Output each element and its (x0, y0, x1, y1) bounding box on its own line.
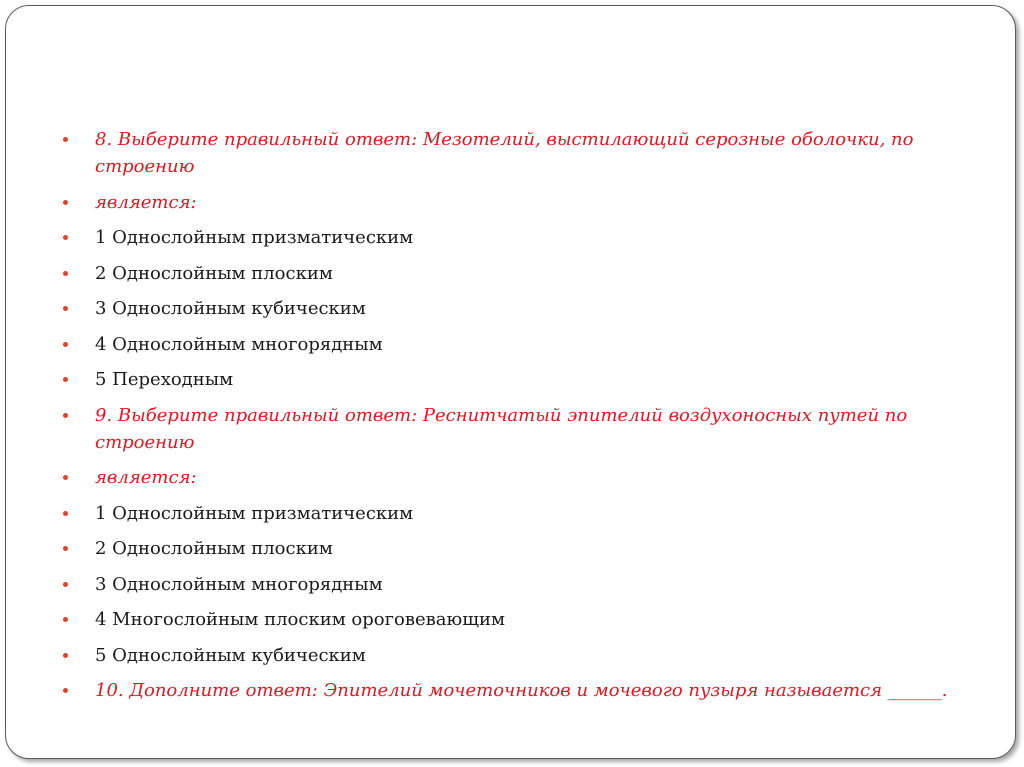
bullet-icon (63, 546, 68, 551)
answer-text: 3 Однослойным многорядным (95, 573, 383, 595)
answer-text: 1 Однослойным призматическим (95, 227, 414, 248)
bullet-icon (63, 306, 68, 311)
question-9-continuation-text: является: (95, 467, 197, 488)
list-item-answer (63, 606, 963, 633)
list-item-answer (63, 500, 963, 527)
bullet-icon (63, 235, 68, 240)
answer-text: 4 Многослойным плоским ороговевающим (95, 609, 505, 630)
list-item-answer (63, 571, 963, 598)
answer-text: 2 Однослойным плоским (95, 262, 333, 284)
list-item-answer (63, 260, 963, 287)
bullet-icon (63, 617, 68, 622)
list-item-q8 (63, 126, 963, 180)
list-item-q10 (63, 677, 963, 704)
answer-text: 2 Однослойным плоским (95, 538, 333, 559)
bullet-icon (63, 653, 68, 658)
question-8-continuation-text: является: (95, 191, 197, 213)
slide-frame (5, 5, 1016, 759)
bullet-icon (63, 137, 68, 142)
bullet-icon (63, 377, 68, 382)
list-item-answer (63, 224, 963, 251)
bullet-icon (63, 271, 68, 276)
bullet-icon (63, 511, 68, 516)
answer-text: 3 Однослойным кубическим (95, 298, 366, 319)
bullet-icon (63, 475, 68, 480)
list-item-answer (63, 331, 963, 358)
list-item-answer (63, 295, 963, 322)
question-10-text: 10. Дополните ответ: Эпителий мочеточников и мочевого пузыря называется ______. (95, 680, 948, 701)
list-item-answer (63, 642, 963, 669)
bullet-icon (63, 200, 68, 205)
answer-text: 5 Переходным (95, 369, 234, 390)
question-9-text: 9. Выберите правильный ответ: Реснитчатый эпителий воздухоносных путей по строению (95, 404, 908, 453)
list-item-q8-continuation (63, 189, 963, 216)
question-8-text: 8. Выберите правильный ответ: Мезотелий, выстилающий серозные оболочки, по строению (95, 129, 914, 177)
bullet-list (63, 126, 963, 704)
list-item-answer (63, 535, 963, 562)
list-item-q9 (63, 402, 963, 456)
bullet-icon (63, 688, 68, 693)
bullet-icon (63, 342, 68, 347)
bullet-icon (63, 413, 68, 418)
bullet-icon (63, 582, 68, 587)
answer-text: 1 Однослойным призматическим (95, 502, 414, 524)
slide-content (63, 126, 963, 713)
answer-text: 4 Однослойным многорядным (95, 333, 383, 355)
list-item-answer (63, 366, 963, 393)
list-item-q9-continuation (63, 464, 963, 491)
answer-text: 5 Однослойным кубическим (95, 644, 366, 666)
